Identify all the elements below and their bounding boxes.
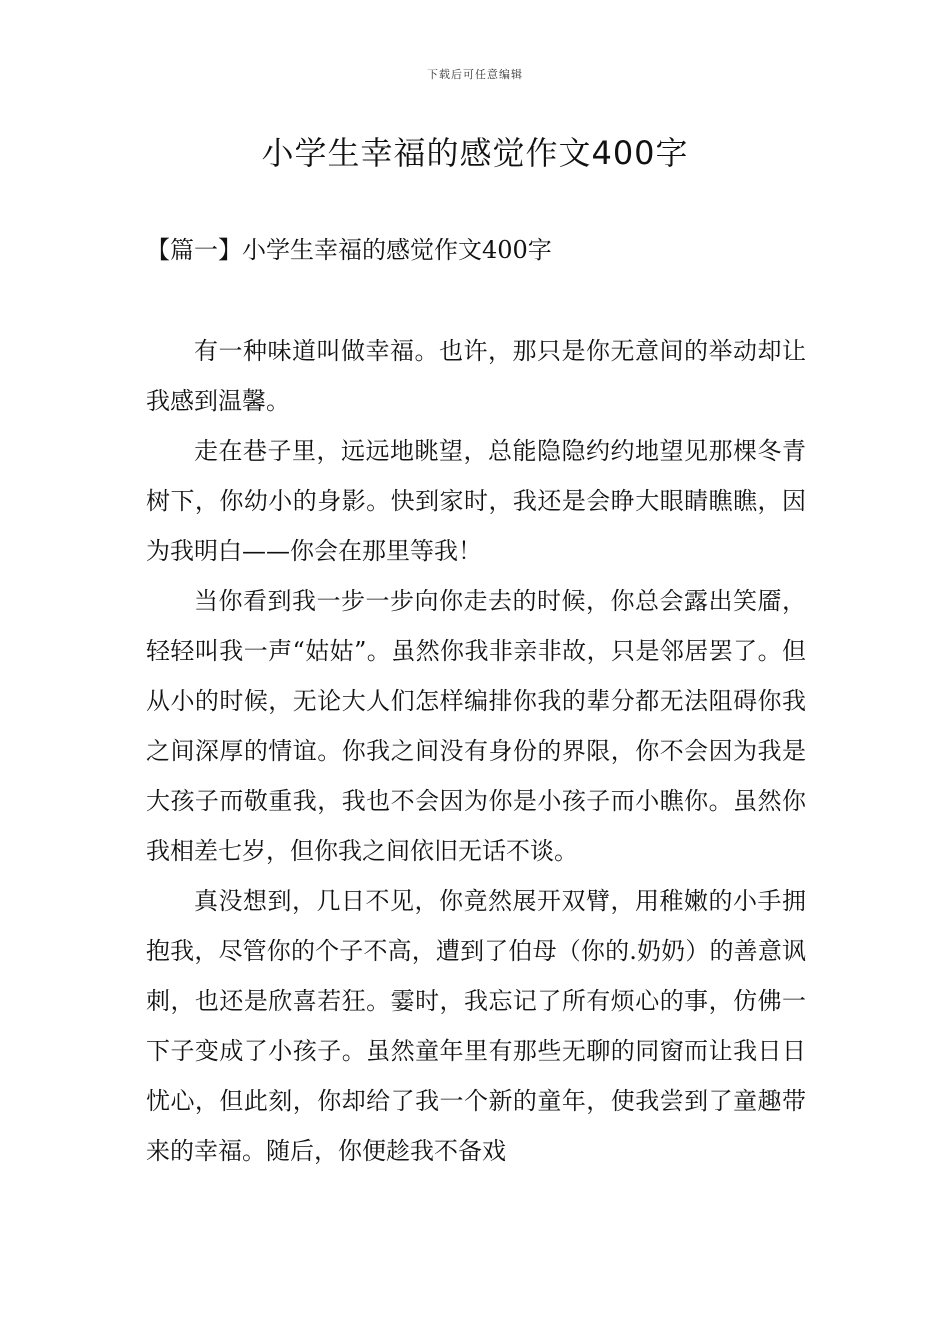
paragraph: 走在巷子里，远远地眺望，总能隐隐约约地望见那棵冬青树下，你幼小的身影。快到家时，我还是会睁大眼睛瞧瞧，因为我明白——你会在那里等我！ [146,437,806,565]
paragraph: 当你看到我一步一步向你走去的时候，你总会露出笑靥，轻轻叫我一声“姑姑”。虽然你我非亲非故，只是邻居罢了。但从小的时候，无论大人们怎样编排你我的辈分都无法阻碍你我之间深厚的情谊。你我之间没有身份的界限，你不会因为我是大孩子而敬重我，我也不会因为你是小孩子而小瞧你。虽然你我相差七岁，但你我之间依旧无话不谈。 [146,587,806,865]
paragraph: 真没想到，几日不见，你竟然展开双臂，用稚嫩的小手拥抱我，尽管你的个子不高，遭到了伯母（你的.奶奶）的善意讽刺，也还是欣喜若狂。霎时，我忘记了所有烦心的事，仿佛一下子变成了小孩子。虽然童年里有那些无聊的同窗而让我日日忧心，但此刻，你却给了我一个新的童年，使我尝到了童趣带来的幸福。随后，你便趁我不备戏 [146,887,806,1165]
document-title: 小学生幸福的感觉作文400字 [261,134,689,172]
header-note: 下载后可任意编辑 [427,68,523,81]
paragraph: 有一种味道叫做幸福。也许，那只是你无意间的举动却让我感到温馨。 [146,337,806,415]
body-text [146,326,806,1176]
section-heading: 【篇一】小学生幸福的感觉作文400字 [146,236,552,264]
